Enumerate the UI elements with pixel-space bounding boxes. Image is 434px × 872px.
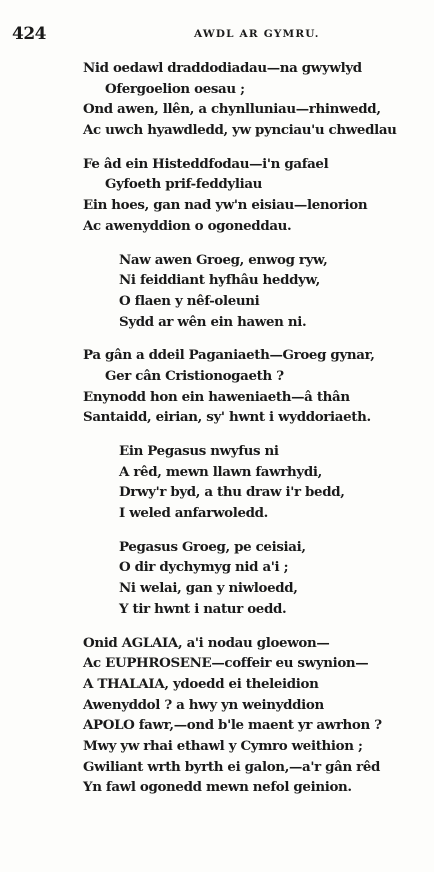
stanza <box>0 537 434 620</box>
verse-line: Pegasus Groeg, pe ceisiai, <box>119 538 306 555</box>
stanza <box>0 58 434 141</box>
verse-line: APOLO fawr,—ond b'le maent yr awrhon ? <box>83 717 382 734</box>
verse-line: Pa gân a ddeil Paganiaeth—Groeg gynar, <box>83 347 375 364</box>
verse-line: Ofergoelion oesau ; <box>105 80 245 97</box>
poem-body <box>0 58 434 798</box>
running-head: AWDL AR GYMRU. <box>194 28 320 40</box>
stanza-gap <box>0 332 434 345</box>
verse-line: Ni welai, gan y niwloedd, <box>119 580 298 597</box>
verse-line: Gwiliant wrth byrth ei galon,—a'r gân rêd <box>83 758 381 775</box>
verse-line: Ac awenyddion o ogoneddau. <box>83 217 292 234</box>
verse-line: Drwy'r byd, a thu draw i'r bedd, <box>119 484 345 501</box>
page-number: 424 <box>12 24 46 44</box>
verse-line: Onid AGLAIA, a'i nodau gloewon— <box>83 634 330 651</box>
stanza <box>0 441 434 524</box>
stanza-gap <box>0 428 434 441</box>
stanza-gap <box>0 524 434 537</box>
stanza <box>0 250 434 333</box>
verse-line: A THALAIA, ydoedd ei theleidion <box>83 675 319 692</box>
verse-line: Nid oedawl draddodiadau—na gwywlyd <box>83 60 362 76</box>
stanza-gap <box>0 620 434 633</box>
verse-line: Ond awen, llên, a chynlluniau—rhinwedd, <box>83 101 381 118</box>
verse-line: Y tir hwnt i natur oedd. <box>119 600 287 617</box>
verse-line: Ein hoes, gan nad yw'n eisiau—lenorion <box>83 197 368 214</box>
verse-line: Yn fawl ogonedd mewn nefol geinion. <box>83 779 352 796</box>
stanza-gap <box>0 141 434 154</box>
verse-line: Sydd ar wên ein hawen ni. <box>119 313 307 330</box>
verse-line: Fe âd ein Histeddfodau—i'n gafael <box>83 155 329 172</box>
verse-line: I weled anfarwoledd. <box>119 505 268 522</box>
stanza <box>0 633 434 799</box>
verse-line: Gyfoeth prif-feddyliau <box>105 176 263 193</box>
verse-line: Awenyddol ? a hwy yn weinyddion <box>83 696 324 713</box>
verse-line: Ac EUPHROSENE—coffeir eu swynion— <box>83 655 369 672</box>
page-header <box>12 24 416 44</box>
verse-line: Ni feiddiant hyfhâu heddyw, <box>119 272 320 289</box>
stanza <box>0 345 434 428</box>
verse-line: Mwy yw rhai ethawl y Cymro weithion ; <box>83 737 363 754</box>
verse-line: A rêd, mewn llawn fawrhydi, <box>119 463 322 480</box>
verse-line: Ac uwch hyawdledd, yw pynciau'u chwedlau <box>83 122 397 139</box>
verse-line: O flaen y nêf-oleuni <box>119 292 260 309</box>
verse-line: Ger cân Cristionogaeth ? <box>105 367 284 384</box>
stanza <box>0 154 434 237</box>
verse-line: Naw awen Groeg, enwog ryw, <box>119 251 328 268</box>
verse-line: Santaidd, eirian, sy' hwnt i wyddoriaeth. <box>83 409 371 426</box>
verse-line: Ein Pegasus nwyfus ni <box>119 443 279 459</box>
verse-line: Enynodd hon ein haweniaeth—â thân <box>83 388 350 405</box>
verse-line: O dir dychymyg nid a'i ; <box>119 559 289 576</box>
stanza-gap <box>0 237 434 250</box>
